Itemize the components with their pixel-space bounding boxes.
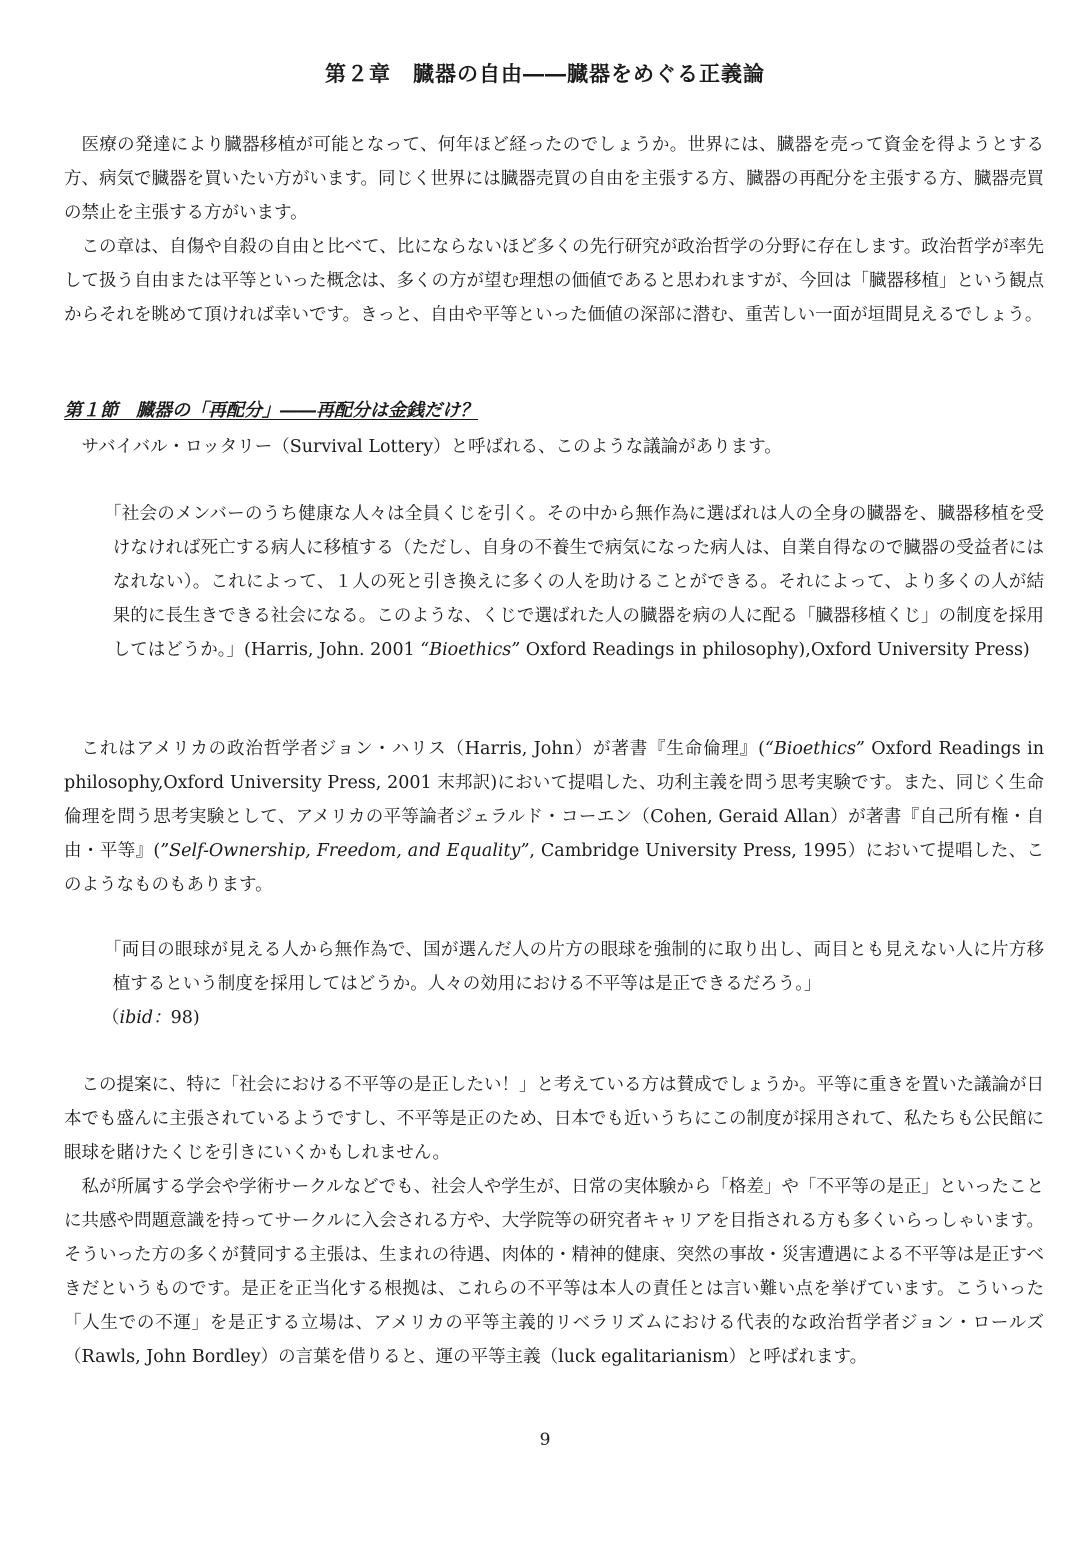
paragraph-3: 私が所属する学会や学術サークルなどでも、社会人や学生が、日常の実体験から「格差」や「不平等の是正」といったことに共感や問題意識を持ってサークルに入会される方や、大学院等の研究者キャリアを目指される方も多くいらっしゃいます。そういった方の多くが賛同する主張は、生まれの待遇、肉体的・精神的健康、突然の事故・災害遭遇による不平等は是正すべきだというものです。是正を正当化する根拠は、これらの不平等は本人の責任とは言い難い点を挙げています。こういった「人生での不運」を是正する立場は、アメリカの平等主義的リベラリズムにおける代表的な政治哲学者ジョン・ロールズ（Rawls, John Bordley）の言葉を借りると、運の平等主義（luck egalitarianism）と呼ばれます。 (64, 1177, 1044, 1367)
intro-paragraph-2: この章は、自傷や自殺の自由と比べて、比にならないほど多くの先行研究が政治哲学の分野に存在します。政治哲学が率先して扱う自由または平等といった概念は、多くの方が望む理想の価値であると思われますが、今回は「臓器移植」という観点からそれを眺めて頂ければ幸いです。きっと、自由や平等といった価値の深部に潜む、重苦しい一面が垣間見えるでしょう。 (64, 237, 1044, 325)
quote-1-body: 「社会のメンバーのうち健康な人々は全員くじを引く。その中から無作為に選ばれは人の全身の臓器を、臓器移植を受けなければ死亡する病人に移植する（ただし、自身の不養生で病気になった病人は、自業自得なので臓器の受益者にはなれない）。これによって、１人の死と引き換えに多くの人を助けることができる。それによって、より多くの人が結果的に長生きできる社会になる。このような、くじで選ばれた人の臓器を病の人に配る「臓器移植くじ」の制度を採用してはどうか。」(Harris, John. 2001 (104, 504, 1044, 660)
quote-2-citation (102, 1001, 1044, 1035)
section-heading: 第１節 臓器の「再配分」――再配分は金銭だけ？ (64, 400, 478, 421)
paragraph-1 (64, 732, 1044, 902)
quote-survival-lottery (104, 497, 1044, 667)
paragraph-2: この提案に、特に「社会における不平等の是正したい！」と考えている方は賛成でしょうか。平等に重きを置いた議論が日本でも盛んに主張されているようですし、不平等是正のため、日本でも近いうちにこの制度が採用されて、私たちも公民館に眼球を賭けたくじを引きにいくかもしれません。 (64, 1075, 1044, 1163)
paragraph-1-part-c: , Cambridge University Press, 1995）において提唱した、このようなものもあります。 (64, 841, 1044, 895)
paragraph-1-part-b: Oxford Readings in philosophy,Oxford University Press, 2001 末邦訳)において提唱した、功利主義を問う思考実験です。また、同じく生命倫理を問う思考実験として、アメリカの平等論者ジェラルド・コーエン（Cohen, Geraid Allan）が著書『自己所有権・自由・平等』( (64, 739, 1044, 861)
quote-1-book-title: “Bioethics” (420, 640, 521, 660)
page-number: 9 (539, 1430, 551, 1450)
paragraph-thought-experiments (64, 732, 1044, 902)
quote-2-cite-open: （ (102, 1008, 120, 1028)
chapter-title: 第２章 臓器の自由――臓器をめぐる正義論 (325, 61, 765, 86)
paragraph-1-book-title-1: “Bioethics” (764, 739, 865, 759)
quote-2-cite-ibid: ibid： (119, 1008, 171, 1028)
quote-eyeball-lottery (104, 933, 1044, 1035)
paragraph-1-part-a: これはアメリカの政治哲学者ジョン・ハリス（Harris, John）が著書『生命倫理』( (81, 739, 765, 759)
quote-1-citation: Oxford Readings in philosophy),Oxford University Press) (520, 640, 1030, 660)
quote-2-cite-page: 98) (170, 1008, 200, 1028)
section-lead (64, 430, 1044, 464)
quote-2-text: 「両目の眼球が見える人から無作為で、国が選んだ人の片方の眼球を強制的に取り出し、両目とも見えない人に片方移植するという制度を採用してはどうか。人々の効用における不平等は是正できるだろう。」 (104, 940, 1044, 994)
closing-text (64, 1068, 1044, 1374)
intro-text (64, 128, 1044, 332)
quote-1-text (104, 497, 1044, 667)
paragraph-1-book-title-2: ”Self-Ownership, Freedom, and Equality” (160, 841, 530, 861)
intro-paragraph-1: 医療の発達により臓器移植が可能となって、何年ほど経ったのでしょうか。世界には、臓器を売って資金を得ようとする方、病気で臓器を買いたい方がいます。同じく世界には臓器売買の自由を主張する方、臓器の再配分を主張する方、臓器売買の禁止を主張する方がいます。 (64, 135, 1044, 223)
lead-paragraph: サバイバル・ロッタリー（Survival Lottery）と呼ばれる、このような議論があります。 (81, 437, 782, 457)
